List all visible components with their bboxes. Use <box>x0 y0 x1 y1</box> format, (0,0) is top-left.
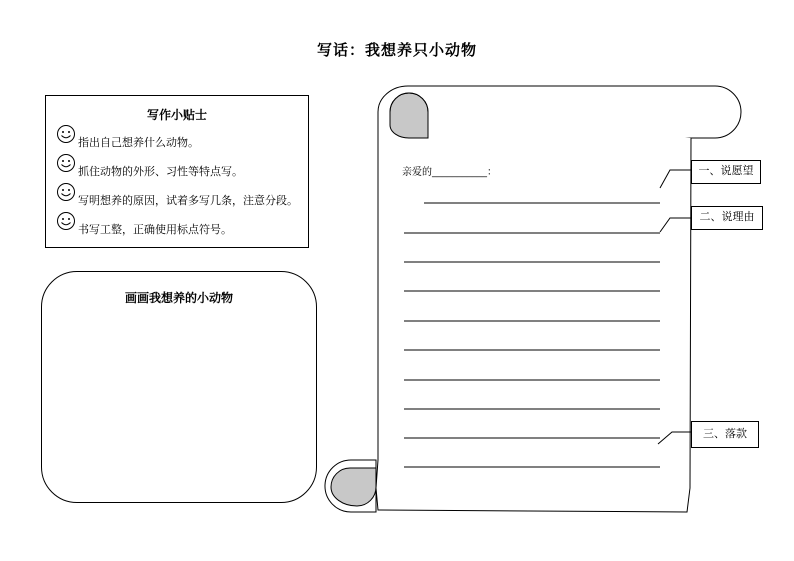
letter-greeting: 亲爱的___________： <box>402 167 497 178</box>
writing-tips-title: 写作小贴士 <box>146 108 207 122</box>
label-wish: 一、说愿望 <box>691 160 761 184</box>
tip-text: 指出自己想养什么动物。 <box>78 136 199 149</box>
page-title: 写话：我想养只小动物 <box>316 41 477 59</box>
label-signature: 三、落款 <box>691 421 759 448</box>
tip-text: 抓住动物的外形、习性等特点写。 <box>78 165 243 178</box>
drawing-box-title: 画画我想养的小动物 <box>124 291 233 305</box>
tip-text: 书写工整，正确使用标点符号。 <box>78 223 232 236</box>
tip-text: 写明想养的原因，试着多写几条，注意分段。 <box>78 194 298 207</box>
label-reason: 二、说理由 <box>691 206 763 230</box>
